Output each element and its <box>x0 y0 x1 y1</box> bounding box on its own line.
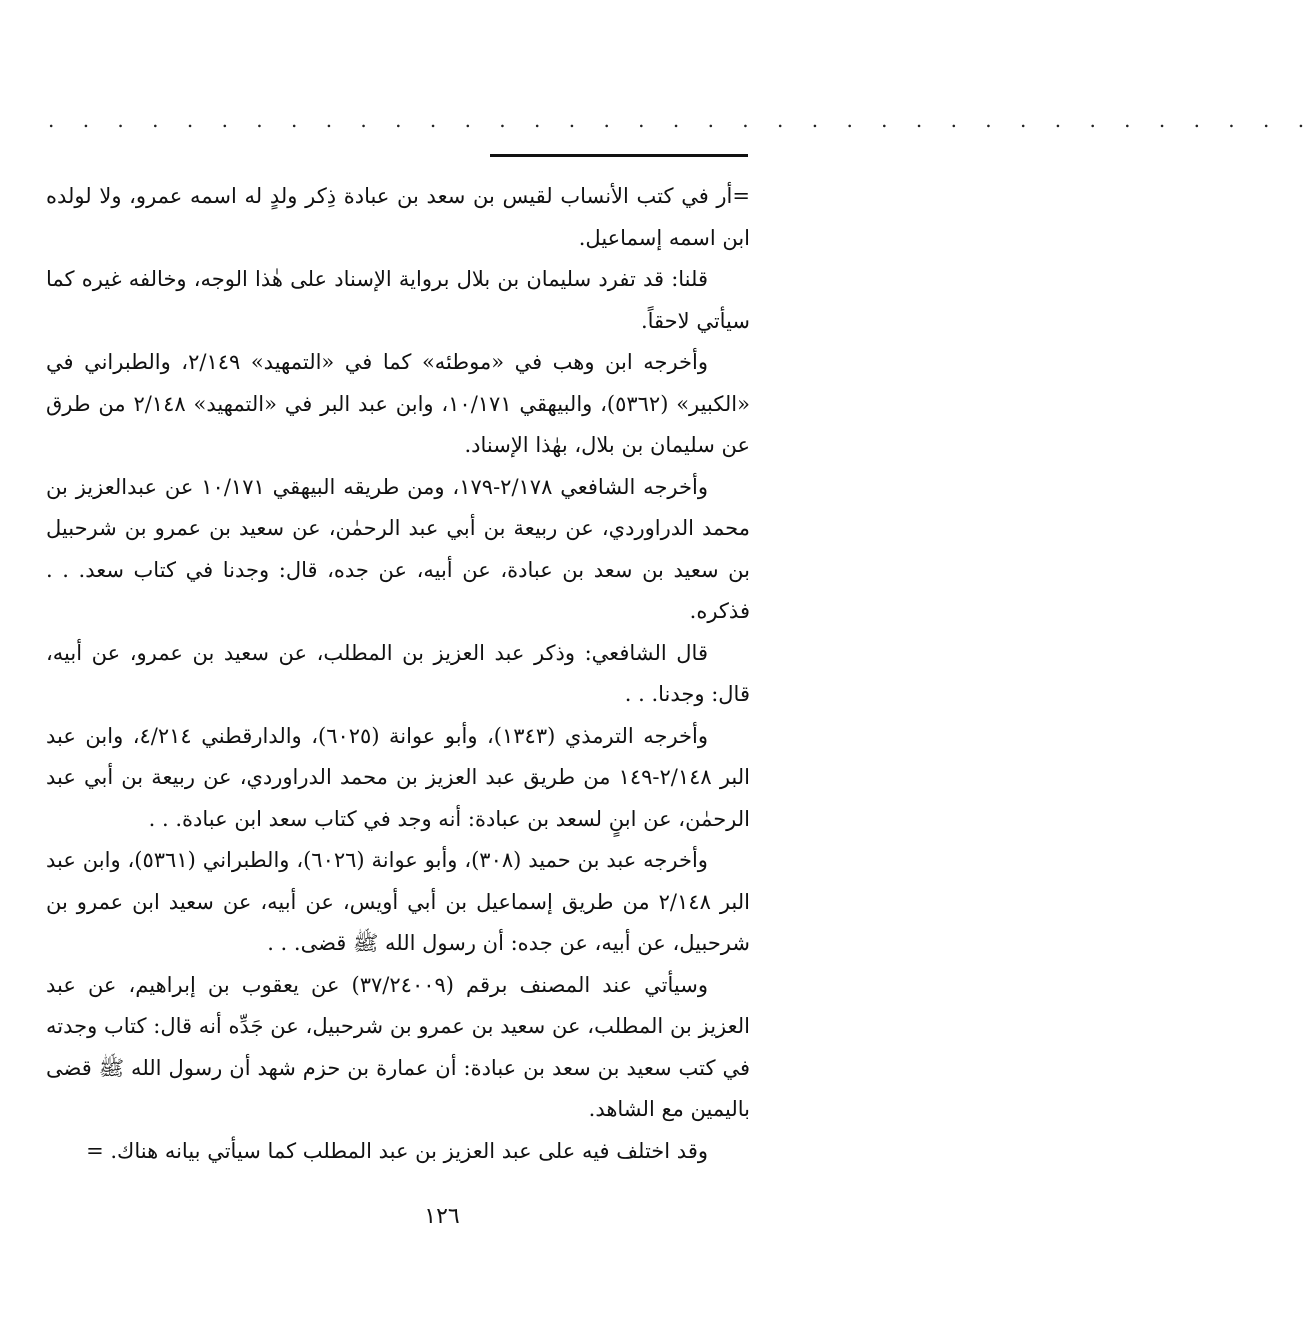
paragraph: وأخرجه عبد بن حميد (٣٠٨)، وأبو عوانة (٦٠٢٦)، والطبراني (٥٣٦١)، وابن عبد البر ٢/١٤٨ من طريق إسماعيل بن أبي أويس، عن أبيه، عن سعيد ابن عمرو بن شرحبيل، عن أبيه، عن جده: أن رسول الله ﷺ قضى. . . <box>46 848 750 955</box>
paragraph: وسيأتي عند المصنف برقم (٣٧/٢٤٠٠٩) عن يعقوب بن إبراهيم، عن عبد العزيز بن المطلب، عن سعيد بن عمرو بن شرحبيل، عن جَدِّه أنه قال: كتاب وجدته في كتب سعيد بن سعد بن عبادة: أن عمارة بن حزم شهد أن رسول الله ﷺ قضى باليمين مع الشاهد. <box>46 972 750 1121</box>
paragraph: =أر في كتب الأنساب لقيس بن سعد بن عبادة ذِكر ولدٍ له اسمه عمرو، ولا لولده ابن اسمه إسماعيل. <box>46 184 750 250</box>
paragraph: وقد اختلف فيه على عبد العزيز بن عبد المطلب كما سيأتي بيانه هناك. = <box>86 1138 708 1163</box>
footnote-separator-rule <box>490 154 748 157</box>
header-dotted-line: . . . . . . . . . . . . . . . . . . . . . . . . . . . . . . . . . . . . . <box>48 108 1315 132</box>
paragraph: وأخرجه الشافعي ٢/١٧٨-١٧٩، ومن طريقه البيهقي ١٠/١٧١ عن عبدالعزيز بن محمد الدراوردي، عن ربيعة بن أبي عبد الرحمٰن، عن سعيد بن عمرو بن شرحبيل بن سعيد بن سعد بن عبادة، عن أبيه، عن جده، قال: وجدنا في كتاب سعد. . . فذكره. <box>46 474 750 623</box>
paragraph: وأخرجه الترمذي (١٣٤٣)، وأبو عوانة (٦٠٢٥)، والدارقطني ٤/٢١٤، وابن عبد البر ٢/١٤٨-١٤٩ من طريق عبد العزيز بن محمد الدراوردي، عن ربيعة بن أبي عبد الرحمٰن، عن ابنٍ لسعد بن عبادة: أنه وجد في كتاب سعد ابن عبادة. . . <box>46 723 750 831</box>
paragraph: قال الشافعي: وذكر عبد العزيز بن المطلب، عن سعيد بن عمرو، عن أبيه، قال: وجدنا. . . <box>46 640 750 706</box>
paragraph: وأخرجه ابن وهب في «موطئه» كما في «التمهيد» ٢/١٤٩، والطبراني في «الكبير» (٥٣٦٢)، والبيهقي ١٠/١٧١، وابن عبد البر في «التمهيد» ٢/١٤٨ من طرق عن سليمان بن بلال، بهٰذا الإسناد. <box>46 350 750 457</box>
paragraph: قلنا: قد تفرد سليمان بن بلال برواية الإسناد على هٰذا الوجه، وخالفه غيره كما سيأتي لاحقاً. <box>46 267 750 333</box>
page-number: ١٢٦ <box>424 1204 460 1229</box>
footnote-text <box>46 176 750 1172</box>
